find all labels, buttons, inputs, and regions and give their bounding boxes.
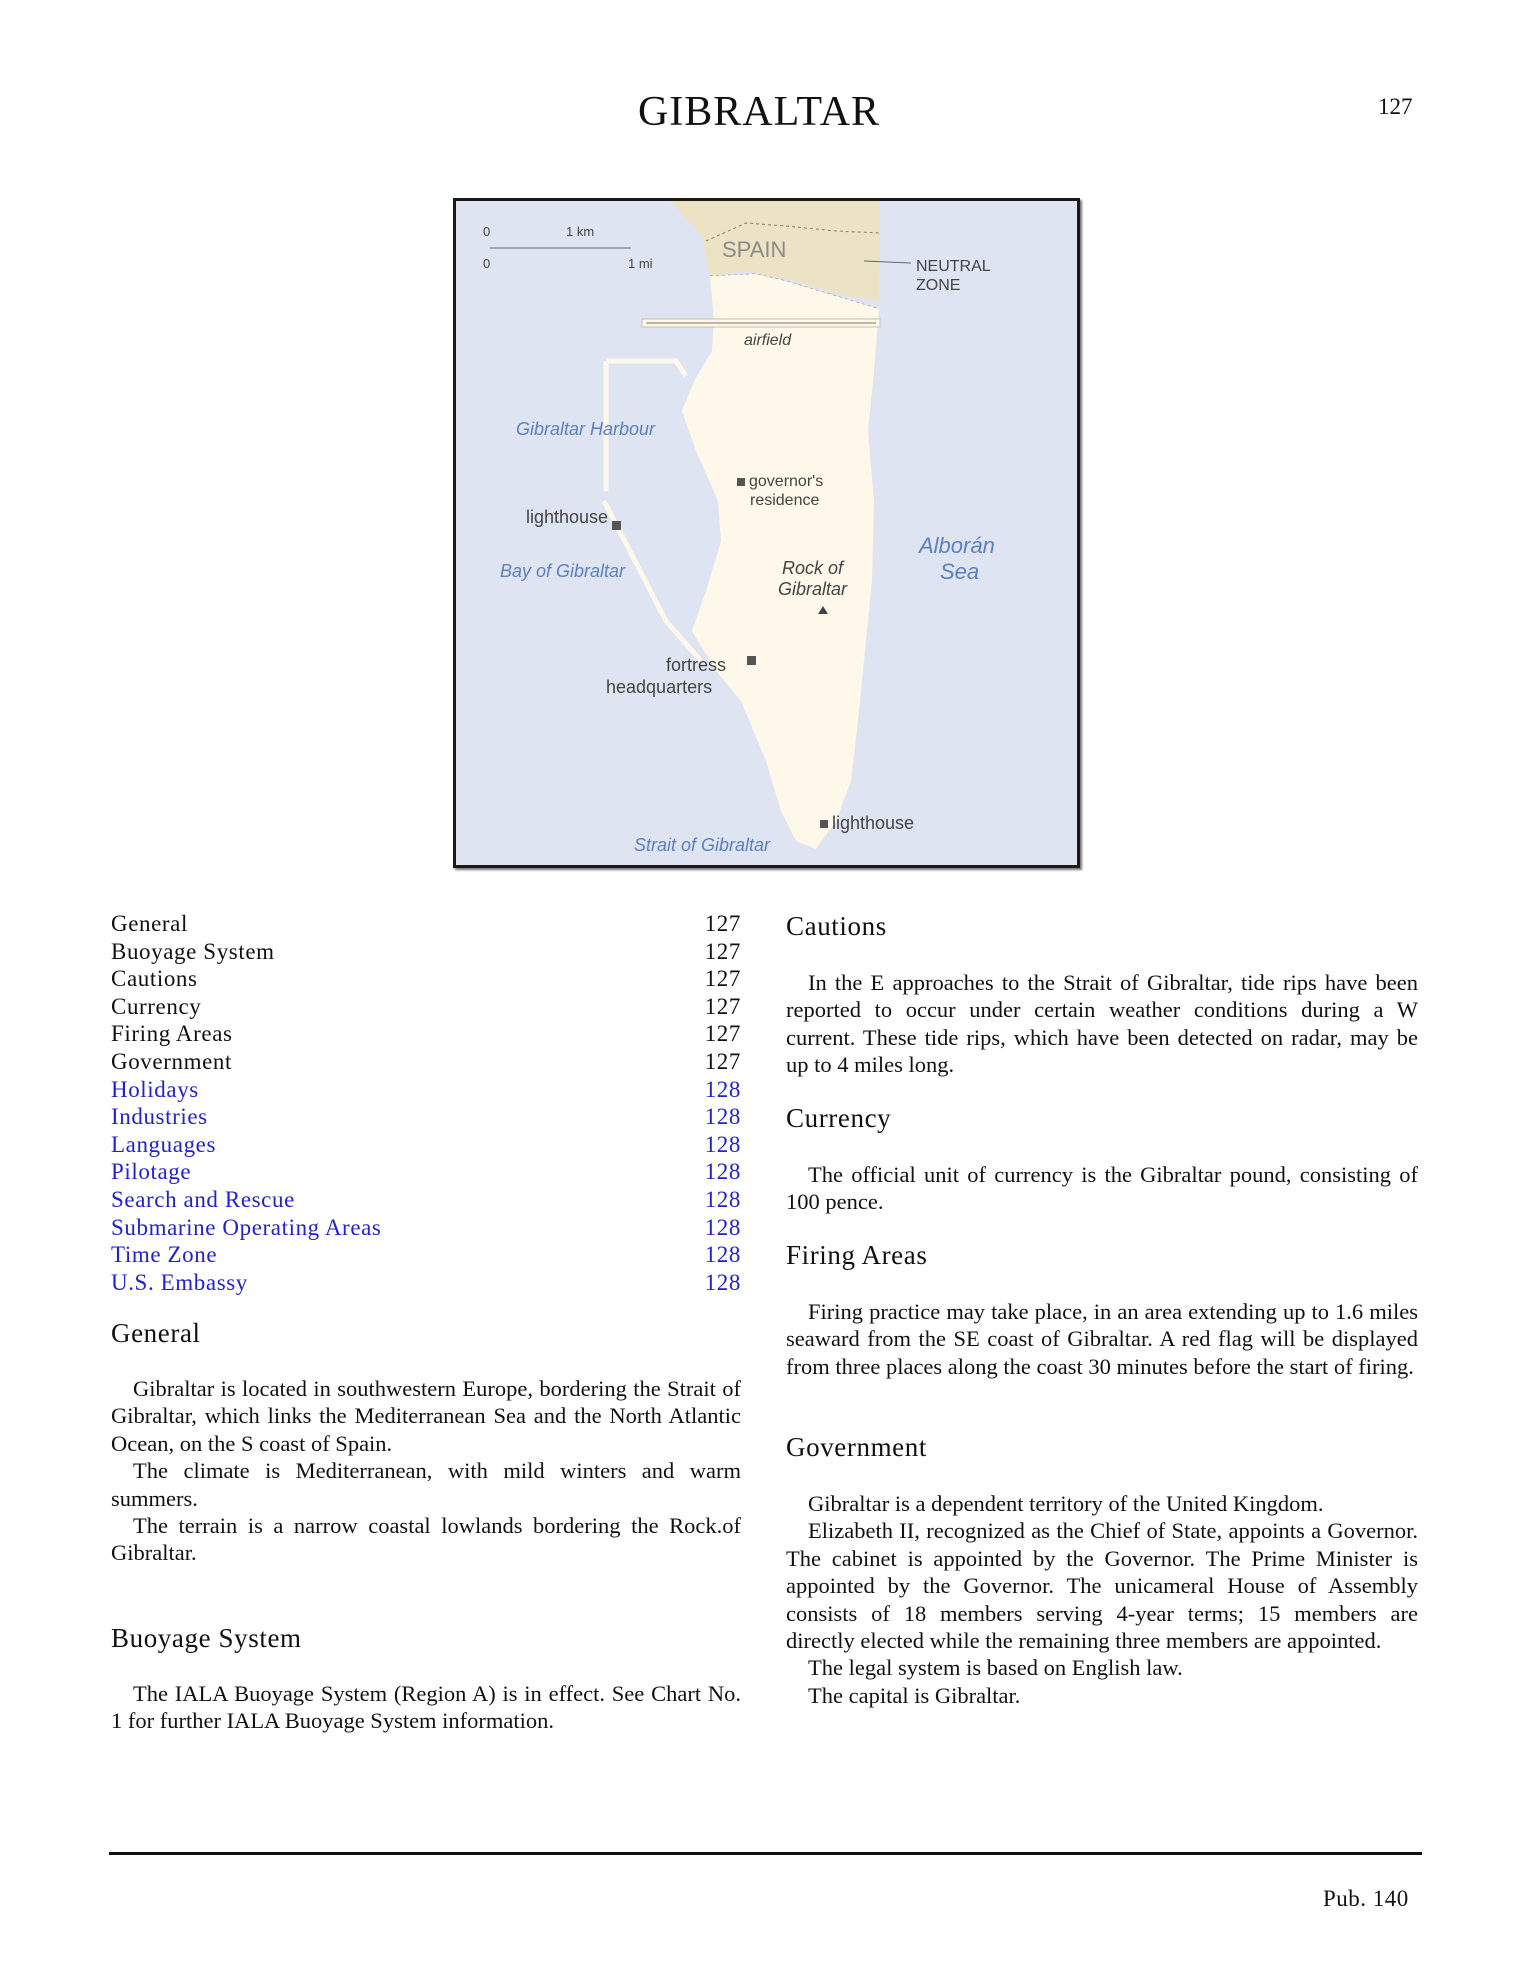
governor-marker-icon xyxy=(737,478,745,486)
toc-link-industries[interactable] xyxy=(111,1103,741,1131)
harbour-label: Gibraltar Harbour xyxy=(516,419,656,439)
general-paragraph-2: The climate is Mediterranean, with mild winters and warm summers. xyxy=(111,1458,741,1511)
toc-page: 128 xyxy=(704,1076,741,1102)
section-currency xyxy=(786,1103,1418,1216)
toc-link-submarine-operating-areas[interactable] xyxy=(111,1214,741,1242)
section-heading-firing-areas: Firing Areas xyxy=(786,1240,928,1270)
currency-paragraph-1: The official unit of currency is the Gibraltar pound, consisting of 100 pence. xyxy=(786,1162,1418,1215)
toc-item-buoyage-system[interactable] xyxy=(111,938,741,966)
toc-page: 128 xyxy=(704,1104,741,1130)
page-number: 127 xyxy=(1378,94,1413,119)
toc-page: 128 xyxy=(704,1269,741,1295)
toc-page: 127 xyxy=(704,938,741,964)
fortress-label-2: headquarters xyxy=(606,677,713,697)
toc-label: Cautions xyxy=(111,966,198,992)
neutral-zone-label-2: ZONE xyxy=(916,277,961,294)
section-heading-government: Government xyxy=(786,1432,927,1462)
toc-link-holidays[interactable] xyxy=(111,1076,741,1104)
toc-item-government[interactable] xyxy=(111,1048,741,1076)
footer-divider xyxy=(109,1852,1422,1855)
airfield-label: airfield xyxy=(744,332,792,349)
neutral-zone-label-1: NEUTRAL xyxy=(916,258,991,275)
toc-item-currency[interactable] xyxy=(111,993,741,1021)
toc-item-firing-areas[interactable] xyxy=(111,1020,741,1048)
toc-label: Government xyxy=(111,1048,232,1074)
toc-page: 128 xyxy=(704,1214,741,1240)
lighthouse-north-icon xyxy=(612,521,621,530)
lighthouse-south-label: lighthouse xyxy=(832,813,915,833)
toc-page: 127 xyxy=(704,911,741,936)
toc-link-us-embassy[interactable] xyxy=(111,1269,741,1297)
general-paragraph-1: Gibraltar is located in southwestern Europe, bordering the Strait of Gibraltar, which links the Mediterranean Sea and the North Atlantic Ocean, on the S coast of Spain. xyxy=(111,1376,741,1456)
rock-label-1: Rock of xyxy=(782,558,844,578)
toc-link-pilotage[interactable] xyxy=(111,1158,741,1186)
governor-label-2: residence xyxy=(750,492,820,509)
scale-km-label: 1 km xyxy=(566,224,595,239)
government-paragraph-1: Gibraltar is a dependent territory of the United Kingdom. xyxy=(808,1491,1324,1516)
toc-page: 128 xyxy=(704,1242,741,1268)
toc-label: General xyxy=(111,911,188,936)
toc-label: Search and Rescue xyxy=(111,1186,295,1212)
toc-label: Pilotage xyxy=(111,1159,192,1185)
alboran-label-1: Alborán xyxy=(919,533,995,558)
scale-mi-label: 1 mi xyxy=(628,256,653,271)
toc-link-search-and-rescue[interactable] xyxy=(111,1186,741,1214)
fortress-label-1: fortress xyxy=(666,655,727,675)
lighthouse-south-icon xyxy=(820,820,828,828)
section-firing-areas xyxy=(786,1240,1418,1380)
toc-label: Industries xyxy=(111,1104,208,1130)
toc-label: Firing Areas xyxy=(111,1021,233,1047)
section-heading-buoyage: Buoyage System xyxy=(111,1623,302,1653)
toc-label: U.S. Embassy xyxy=(111,1269,248,1295)
toc-page: 127 xyxy=(704,1048,741,1074)
section-heading-currency: Currency xyxy=(786,1103,892,1133)
toc-item-general[interactable] xyxy=(111,910,741,938)
publication-number: Pub. 140 xyxy=(1323,1886,1409,1911)
government-paragraph-2: Elizabeth II, recognized as the Chief of State, appoints a Governor. The cabinet is appointed by the Governor. The Prime Minister is appointed by the Governor. The unicameral House of Assembly consists of 18 members serving 4-year terms; 15 members are directly elected while the remaining three members are appointed. xyxy=(786,1518,1418,1654)
rock-label-2: Gibraltar xyxy=(778,579,848,599)
toc-page: 127 xyxy=(704,993,741,1019)
section-government xyxy=(786,1432,1418,1709)
lighthouse-north-label: lighthouse xyxy=(526,507,609,527)
bay-label: Bay of Gibraltar xyxy=(500,561,626,581)
toc-item-cautions[interactable] xyxy=(111,965,741,993)
cautions-paragraph-1: In the E approaches to the Strait of Gibraltar, tide rips have been reported to occur under certain weather conditions during a W current. These tide rips, which have been detected on radar, may be up to 4 miles long. xyxy=(786,970,1418,1078)
toc-label: Currency xyxy=(111,993,202,1019)
page-title: GIBRALTAR xyxy=(637,89,881,135)
government-paragraph-4: The capital is Gibraltar. xyxy=(808,1682,1021,1708)
toc-page: 127 xyxy=(704,966,741,992)
table-of-contents xyxy=(111,910,741,1296)
toc-page: 128 xyxy=(704,1186,741,1212)
toc-page: 127 xyxy=(704,1021,741,1047)
toc-page: 128 xyxy=(704,1131,741,1157)
government-paragraph-3: The legal system is based on English law. xyxy=(808,1655,1183,1681)
governor-label-1: governor's xyxy=(749,473,824,490)
scale-mi-zero: 0 xyxy=(483,256,491,271)
spain-label: SPAIN xyxy=(722,237,787,262)
toc-label: Submarine Operating Areas xyxy=(111,1214,382,1240)
section-heading-cautions: Cautions xyxy=(786,911,887,941)
toc-page: 128 xyxy=(704,1159,741,1185)
buoyage-paragraph-1: The IALA Buoyage System (Region A) is in effect. See Chart No. 1 for further IALA Buoyage System information. xyxy=(111,1681,741,1734)
toc-link-languages[interactable] xyxy=(111,1131,741,1159)
general-paragraph-3: The terrain is a narrow coastal lowlands bordering the Rock.of Gibraltar. xyxy=(111,1513,741,1566)
scale-km-zero: 0 xyxy=(483,224,491,239)
firing-paragraph-1: Firing practice may take place, in an area extending up to 1.6 miles seaward from the SE coast of Gibraltar. A red flag will be displayed from three places along the coast 30 minutes before the start of firing. xyxy=(786,1299,1418,1379)
fortress-marker-icon xyxy=(747,656,756,665)
section-buoyage-system xyxy=(111,1623,741,1735)
toc-label: Time Zone xyxy=(111,1242,218,1268)
toc-label: Holidays xyxy=(111,1076,199,1102)
alboran-label-2: Sea xyxy=(940,559,980,584)
gibraltar-map xyxy=(453,198,1080,868)
section-heading-general: General xyxy=(111,1318,201,1348)
toc-link-time-zone[interactable] xyxy=(111,1241,741,1269)
toc-label: Buoyage System xyxy=(111,938,275,964)
toc-label: Languages xyxy=(111,1131,217,1157)
section-general xyxy=(111,1318,741,1567)
strait-label: Strait of Gibraltar xyxy=(634,835,771,855)
section-cautions xyxy=(786,911,1418,1079)
